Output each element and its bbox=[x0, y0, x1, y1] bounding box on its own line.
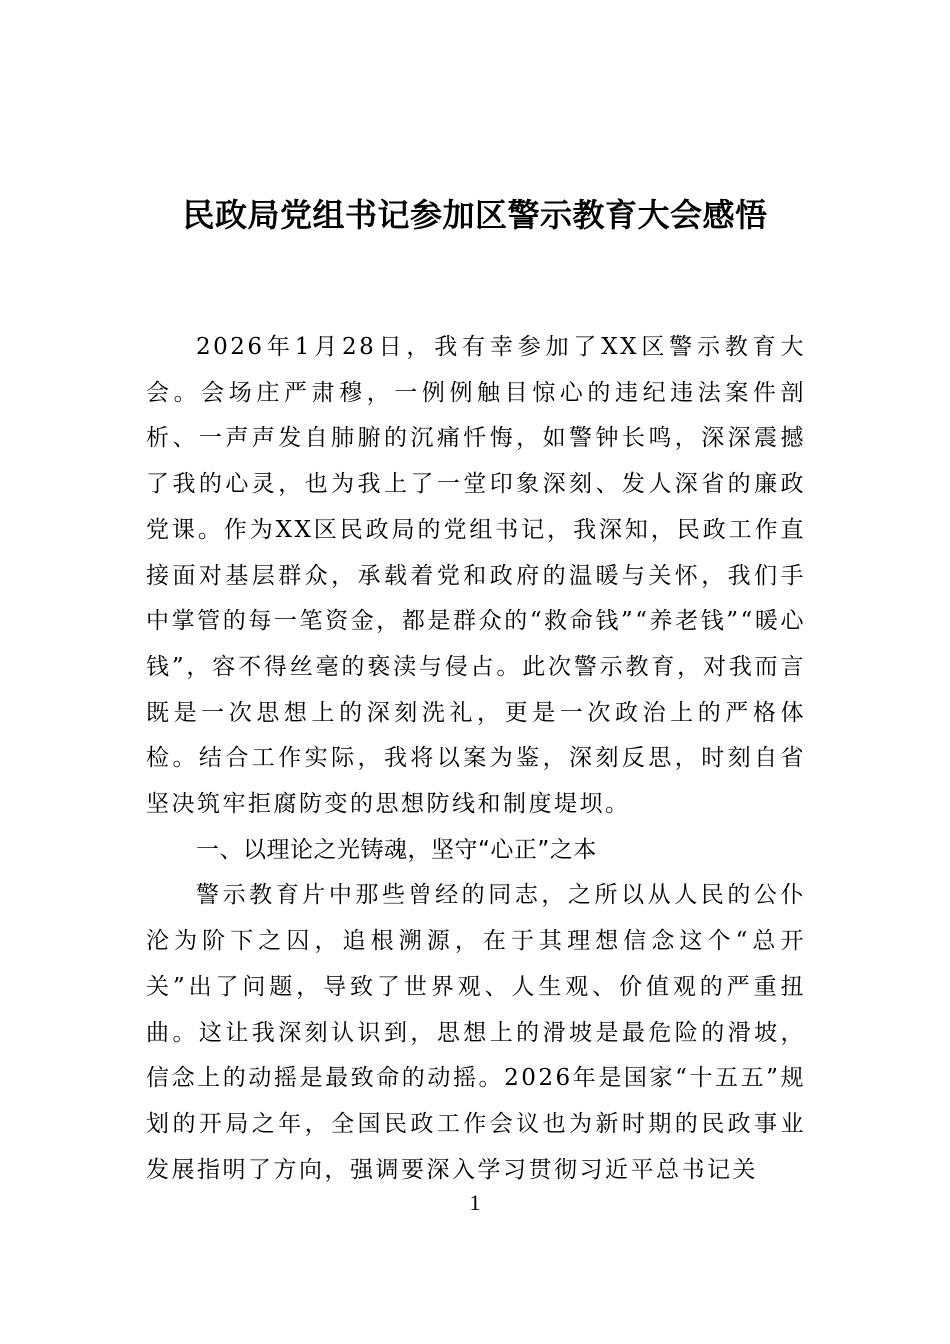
document-body bbox=[146, 325, 806, 1193]
document-title: 民政局党组书记参加区警示教育大会感悟 bbox=[182, 196, 768, 234]
page-number: 1 bbox=[469, 1190, 481, 1215]
paragraph-section-1: 警示教育片中那些曾经的同志，之所以从人民的公仆沦为阶下之囚，追根溯源，在于其理想信念这个“总开关”出了问题，导致了世界观、人生观、价值观的严重扭曲。这让我深刻认识到，思想上的滑坡是最危险的滑坡，信念上的动摇是最致命的动摇。2026年是国家“十五五”规划的开局之年，全国民政工作会议也为新时期的民政事业发展指明了方向，强调要深入学习贯彻习近平总书记关 bbox=[146, 882, 806, 1183]
section-heading-1: 一、以理论之光铸魂，坚守“心正”之本 bbox=[196, 836, 597, 863]
paragraph-intro: 2026年1月28日，我有幸参加了XX区警示教育大会。会场庄严肃穆，一例例触目惊心的违纪违法案件剖析、一声声发自肺腑的沉痛忏悔，如警钟长鸣，深深震撼了我的心灵，也为我上了一堂印象深刻、发人深省的廉政党课。作为XX区民政局的党组书记，我深知，民政工作直接面对基层群众，承载着党和政府的温暖与关怀，我们手中掌管的每一笔资金，都是群众的“救命钱”“养老钱”“暖心钱”，容不得丝毫的亵渎与侵占。此次警示教育，对我而言既是一次思想上的深刻洗礼，更是一次政治上的严格体检。结合工作实际，我将以案为鉴，深刻反思，时刻自省坚决筑牢拒腐防变的思想防线和制度堤坝。 bbox=[146, 334, 806, 818]
